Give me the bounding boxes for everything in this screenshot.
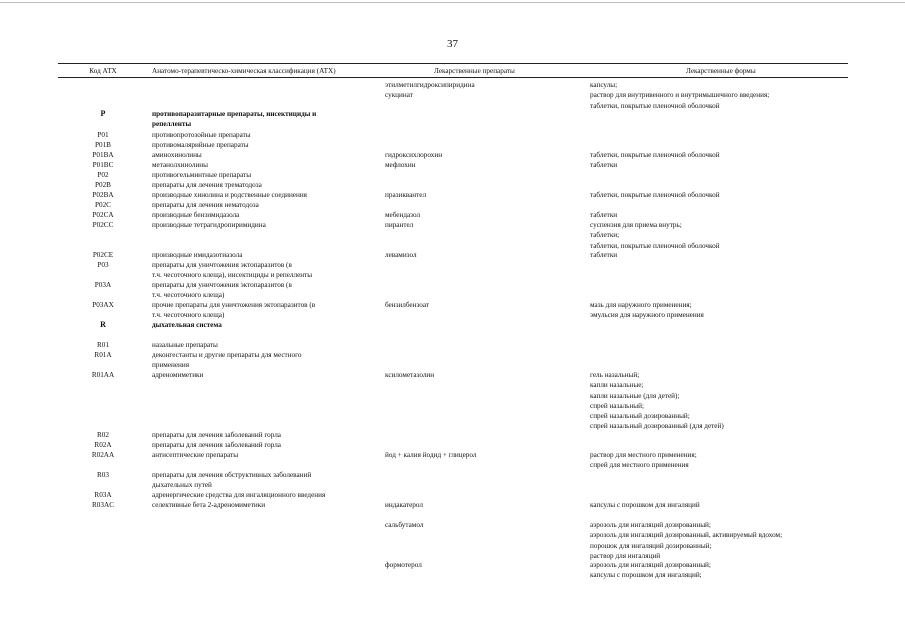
atc-classification-cell-line: производные хинолина и родственные соединения	[152, 191, 307, 199]
drug-name-cell-line: гидроксихлорохин	[385, 151, 443, 159]
atx-code-cell: P01B	[95, 141, 111, 149]
atx-code-cell: P02CA	[92, 211, 114, 219]
header-atc: Анатомо-терапевтическо-химическая классификация (АТХ)	[152, 67, 336, 75]
atc-classification-cell	[152, 470, 367, 491]
header-drugs: Лекарственные препараты	[434, 67, 515, 75]
drug-name-cell-line: левамизол	[385, 251, 417, 259]
atc-classification-cell-line: аминохинолины	[152, 151, 202, 159]
dosage-form-cell-line: таблетки, покрытые пленочной оболочкой	[590, 191, 720, 199]
drug-name-cell	[385, 500, 585, 510]
dosage-form-cell-line: суспензия для приема внутрь;	[590, 221, 682, 229]
atx-code-cell: R01AA	[91, 371, 115, 379]
header-bottom-rule	[58, 77, 848, 78]
atx-code-cell: P02CC	[92, 221, 114, 229]
atc-classification-cell-line: противопаразитарные препараты, инсектициды и	[152, 110, 317, 118]
drug-name-cell-line: этилметилгидроксипиридина	[385, 81, 475, 89]
atc-classification-cell	[152, 109, 367, 130]
atc-classification-cell-line: препараты для лечения трематодоза	[152, 181, 262, 189]
atc-classification-cell-line: применения	[152, 361, 190, 370]
atc-classification-cell-line: т.ч. чесоточного клеща)	[152, 311, 225, 320]
atc-classification-cell	[152, 160, 367, 170]
atc-classification-cell	[152, 170, 367, 180]
drug-name-cell	[385, 370, 585, 380]
atc-classification-cell	[152, 150, 367, 160]
drug-name-cell	[385, 520, 585, 530]
atc-classification-cell-line: производные бензимидазола	[152, 211, 240, 219]
dosage-form-cell-line: раствор для ингаляций	[590, 551, 661, 560]
atc-classification-cell-line: дыхательная система	[152, 321, 222, 329]
atc-classification-cell-line: т.ч. чесоточного клеща)	[152, 291, 225, 300]
dosage-form-cell	[590, 190, 860, 200]
drug-name-cell-line: индакатерол	[385, 501, 423, 509]
table-top-rule	[58, 63, 848, 64]
atc-classification-cell	[152, 450, 367, 460]
drug-name-cell-line: формотерол	[385, 561, 422, 569]
atx-code-cell: P02CE	[92, 251, 114, 259]
dosage-form-cell-line: капсулы с порошком для ингаляций;	[590, 571, 702, 580]
dosage-form-cell	[590, 560, 860, 581]
atc-classification-cell	[152, 500, 367, 510]
dosage-form-cell	[590, 450, 860, 471]
atx-code-cell: P03	[97, 261, 109, 269]
atc-classification-cell	[152, 370, 367, 380]
dosage-form-cell-line: таблетки, покрытые пленочной оболочкой	[590, 101, 720, 110]
atc-classification-cell-line: метанолхинолины	[152, 161, 208, 169]
atc-classification-cell	[152, 260, 367, 281]
dosage-form-cell-line: аэрозоль для ингаляций дозированный, активируемый вдохом;	[590, 531, 783, 540]
atx-code-cell: P02B	[95, 181, 111, 189]
atx-code-cell: P01BA	[92, 151, 114, 159]
atx-code-cell: P01	[97, 131, 109, 139]
dosage-form-cell-line: капли назальные;	[590, 381, 644, 390]
atc-classification-cell-line: противомалярийные препараты	[152, 141, 249, 149]
atc-classification-cell	[152, 200, 367, 210]
atc-classification-cell	[152, 320, 367, 330]
atx-code-cell: P03AX	[92, 301, 114, 309]
atc-classification-cell	[152, 180, 367, 190]
atc-classification-cell-line: дыхательных путей	[152, 481, 212, 490]
atx-code-cell: R02	[97, 431, 109, 439]
dosage-form-cell-line: капсулы;	[590, 81, 618, 89]
drug-name-cell	[385, 560, 585, 570]
atx-code-cell: P03A	[94, 281, 112, 289]
dosage-form-cell	[590, 210, 860, 220]
dosage-form-cell	[590, 300, 860, 321]
atx-code-cell: R03A	[94, 491, 112, 499]
atx-code-cell: R01	[97, 341, 109, 349]
dosage-form-cell-line: таблетки	[590, 161, 618, 169]
atc-classification-cell	[152, 340, 367, 350]
atx-code-cell: R02A	[94, 441, 112, 449]
atc-classification-cell	[152, 220, 367, 230]
atc-classification-cell-line: препараты для лечения заболеваний горла	[152, 431, 282, 439]
atc-classification-cell	[152, 140, 367, 150]
dosage-form-cell-line: порошок для ингаляций дозированный;	[590, 541, 712, 550]
drug-name-cell	[385, 220, 585, 230]
atx-code-cell: R01A	[94, 351, 112, 359]
atc-classification-cell-line: антисептические препараты	[152, 451, 239, 459]
atc-classification-cell-line: прочие препараты для уничтожения эктопаразитов (в	[152, 301, 316, 309]
atc-classification-cell-line: репелленты	[152, 120, 192, 129]
atc-classification-cell-line: препараты для уничтожения эктопаразитов (в	[152, 281, 292, 289]
dosage-form-cell-line: раствор для внутривенного и внутримышечного введения;	[590, 91, 770, 100]
atx-code-cell: R02AA	[91, 451, 115, 459]
atx-code-cell: R	[100, 320, 106, 329]
atc-classification-cell-line: адренергические средства для ингаляционного введения	[152, 491, 326, 499]
header-code: Код АТХ	[89, 67, 117, 75]
dosage-form-cell	[590, 160, 860, 170]
atc-classification-cell-line: препараты для лечения обструктивных заболеваний	[152, 471, 312, 479]
dosage-form-cell	[590, 370, 860, 432]
dosage-form-cell-line: спрей для местного применения	[590, 461, 689, 470]
drug-name-cell	[385, 190, 585, 200]
atc-classification-cell-line: противогельминтные препараты	[152, 171, 252, 179]
dosage-form-cell	[590, 80, 860, 111]
dosage-form-cell-line: эмульсия для наружного применения	[590, 311, 704, 320]
drug-name-cell	[385, 150, 585, 160]
atx-code-cell: P02BA	[92, 191, 114, 199]
dosage-form-cell-line: раствор для местного применения;	[590, 451, 697, 459]
atx-code-cell: P	[100, 109, 106, 118]
atc-classification-cell	[152, 210, 367, 220]
dosage-form-cell-line: спрей назальный дозированный;	[590, 412, 690, 421]
drug-name-cell-line: празиквантел	[385, 191, 427, 199]
atc-classification-cell-line: препараты для лечения нематодоза	[152, 201, 259, 209]
dosage-form-cell-line: спрей назальный дозированный (для детей)	[590, 422, 724, 431]
atc-classification-cell-line: препараты для уничтожения эктопаразитов (в	[152, 261, 292, 269]
atc-classification-cell	[152, 440, 367, 450]
atc-classification-cell	[152, 190, 367, 200]
atc-classification-cell-line: селективные бета 2-адреномиметики	[152, 501, 266, 509]
drug-name-cell-line: сукцинат	[385, 91, 413, 100]
atc-classification-cell-line: деконгестанты и другие препараты для местного	[152, 351, 302, 359]
drug-name-cell-line: бензилбензоат	[385, 301, 430, 309]
atc-classification-cell-line: производные имидазотиазола	[152, 251, 243, 259]
dosage-form-cell	[590, 500, 860, 510]
dosage-form-cell-line: спрей назальный;	[590, 401, 644, 410]
dosage-form-cell	[590, 220, 860, 251]
dosage-form-cell-line: мазь для наружного применения;	[590, 301, 692, 309]
drug-name-cell	[385, 300, 585, 310]
dosage-form-cell-line: таблетки;	[590, 231, 620, 240]
drug-name-cell-line: сальбутамол	[385, 521, 424, 529]
atx-code-cell: R03	[97, 471, 109, 479]
dosage-form-cell	[590, 250, 860, 260]
atc-classification-cell	[152, 490, 367, 500]
dosage-form-cell-line: таблетки	[590, 251, 618, 259]
drug-name-cell-line: пирантел	[385, 221, 414, 229]
dosage-form-cell-line: таблетки	[590, 211, 618, 219]
atc-classification-cell-line: адреномиметики	[152, 371, 204, 379]
dosage-form-cell	[590, 150, 860, 160]
dosage-form-cell-line: таблетки, покрытые пленочной оболочкой	[590, 241, 720, 250]
dosage-form-cell-line: таблетки, покрытые пленочной оболочкой	[590, 151, 720, 159]
atc-classification-cell	[152, 130, 367, 140]
atx-code-cell: P02C	[95, 201, 111, 209]
atc-classification-cell-line: производные тетрагидропиримидина	[152, 221, 266, 229]
drug-name-cell	[385, 250, 585, 260]
atc-classification-cell	[152, 300, 367, 321]
dosage-form-cell-line: капсулы с порошком для ингаляций	[590, 501, 700, 509]
atx-code-cell: P02	[97, 171, 109, 179]
atx-code-cell: R03AC	[92, 501, 114, 509]
drug-name-cell	[385, 450, 585, 460]
drug-name-cell-line: ксилометазолин	[385, 371, 435, 379]
dosage-form-cell-line: аэрозоль для ингаляций дозированный;	[590, 521, 711, 529]
atc-classification-cell-line: т.ч. чесоточного клеща), инсектициды и репелленты	[152, 271, 313, 280]
dosage-form-cell-line: аэрозоль для ингаляций дозированный;	[590, 561, 711, 569]
drug-name-cell-line: йод + калия йодид + глицерол	[385, 451, 477, 459]
drug-name-cell	[385, 80, 585, 101]
drug-name-cell	[385, 210, 585, 220]
atc-classification-cell	[152, 280, 367, 301]
atc-classification-cell	[152, 250, 367, 260]
atc-classification-cell	[152, 430, 367, 440]
scan-top-border	[0, 2, 905, 3]
atc-classification-cell-line: назальные препараты	[152, 341, 218, 349]
dosage-form-cell-line: капли назальные (для детей);	[590, 391, 680, 400]
atc-classification-cell	[152, 350, 367, 371]
page-number: 37	[447, 38, 458, 50]
dosage-form-cell-line: гель назальный;	[590, 371, 640, 379]
drug-name-cell-line: мебендазол	[385, 211, 421, 219]
header-forms: Лекарственные формы	[686, 67, 756, 75]
dosage-form-cell	[590, 520, 860, 561]
drug-name-cell-line: мефлохин	[385, 161, 416, 169]
drug-name-cell	[385, 160, 585, 170]
atx-code-cell: P01BC	[92, 161, 114, 169]
atc-classification-cell-line: препараты для лечения заболеваний горла	[152, 441, 282, 449]
atc-classification-cell-line: противопротозойные препараты	[152, 131, 251, 139]
